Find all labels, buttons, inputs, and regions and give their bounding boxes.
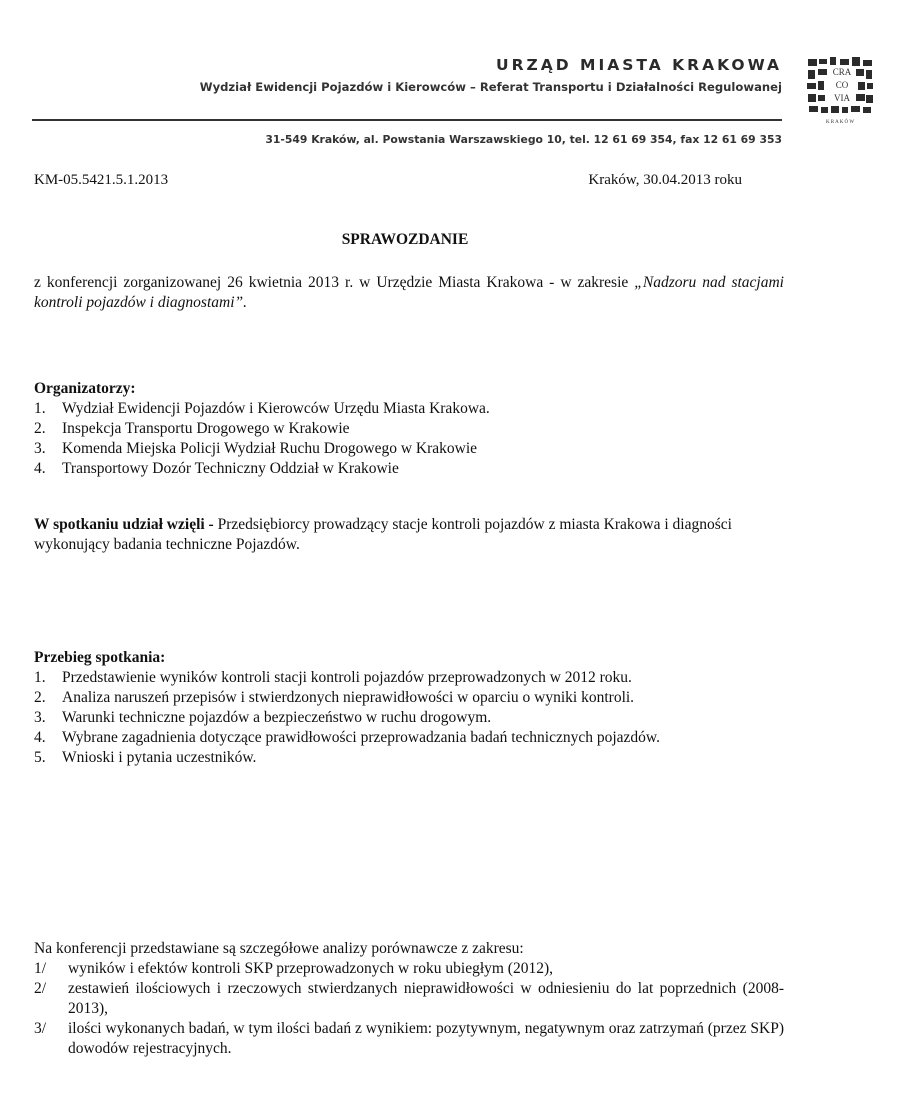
item-number: 2/ (34, 980, 47, 997)
organizers-list (34, 399, 784, 479)
item-text: Inspekcja Transportu Drogowego w Krakowie (62, 420, 350, 437)
item-number: 5. (34, 749, 46, 766)
item-number: 3. (34, 709, 46, 726)
logo-line-1: CRA (832, 67, 852, 77)
list-item (34, 459, 784, 479)
intro-paragraph (34, 273, 784, 313)
item-text: Warunki techniczne pojazdów a bezpieczeństwo w ruchu drogowym. (62, 709, 492, 726)
program-heading: Przebieg spotkania: (34, 649, 166, 666)
office-address: 31-549 Kraków, al. Powstania Warszawskiego 10, tel. 12 61 69 354, fax 12 61 69 353 (265, 133, 782, 146)
item-text: Wydział Ewidencji Pojazdów i Kierowców Urzędu Miasta Krakowa. (62, 400, 490, 417)
item-number: 1. (34, 400, 46, 417)
intro-topic: „Nadzoru nad stacjami kontroli pojazdów i diagnostami”. (34, 274, 784, 311)
item-number: 4. (34, 460, 46, 477)
item-text: Analiza naruszeń przepisów i stwierdzonych nieprawidłowości w oparciu o wyniki kontroli. (62, 689, 635, 706)
list-item (34, 668, 784, 688)
list-item (34, 1019, 784, 1059)
list-item (34, 399, 784, 419)
item-text: ilości wykonanych badań, w tym ilości badań z wynikiem: pozytywnym, negatywnym oraz zatrzymań (przez SKP) dowodów rejestracyjnych. (68, 1020, 784, 1057)
participants-lead: W spotkaniu udział wzięli - (34, 516, 214, 533)
logo-line-3: VIA (834, 93, 850, 103)
logo-subtitle: K R A K Ó W (825, 120, 855, 125)
intro-text: z konferencji zorganizowanej 26 kwietnia 2013 r. w Urzędzie Miasta Krakowa - w zakresie (34, 274, 635, 291)
department-name: Wydział Ewidencji Pojazdów i Kierowców – Referat Transportu i Działalności Regulowanej (199, 80, 782, 94)
document-date: Kraków, 30.04.2013 roku (588, 172, 742, 188)
cracovia-logo-icon (806, 55, 874, 125)
list-item (34, 959, 784, 979)
document-title: SPRAWOZDANIE (341, 231, 469, 248)
program-section (34, 648, 784, 768)
participants-paragraph (34, 515, 784, 555)
letterhead-divider (32, 119, 782, 121)
item-text: zestawień ilościowych i rzeczowych stwierdzanych nieprawidłowości w odniesieniu do lat poprzednich (2008-2013), (68, 980, 784, 1017)
office-name: URZĄD MIASTA KRAKOWA (496, 56, 782, 74)
item-text: wyników i efektów kontroli SKP przeprowadzonych w roku ubiegłym (2012), (68, 960, 554, 977)
item-number: 2. (34, 420, 46, 437)
item-text: Komenda Miejska Policji Wydział Ruchu Drogowego w Krakowie (62, 440, 478, 457)
item-number: 2. (34, 689, 46, 706)
item-number: 3/ (34, 1020, 47, 1037)
item-text: Przedstawienie wyników kontroli stacji kontroli pojazdów przeprowadzonych w 2012 roku. (62, 669, 632, 686)
conference-list (34, 959, 784, 1059)
list-item (34, 708, 784, 728)
list-item (34, 728, 784, 748)
item-text: Wybrane zagadnienia dotyczące prawidłowości przeprowadzania badań technicznych pojazdów. (62, 729, 660, 746)
program-list (34, 668, 784, 768)
item-number: 4. (34, 729, 46, 746)
list-item (34, 439, 784, 459)
item-number: 1/ (34, 960, 47, 977)
logo-line-2: CO (835, 80, 849, 90)
reference-number: KM-05.5421.5.1.2013 (34, 172, 169, 188)
participants-text: Przedsiębiorcy prowadzący stacje kontroli pojazdów z miasta Krakowa i diagności wykonujący badania techniczne Pojazdów. (34, 516, 732, 553)
item-text: Transportowy Dozór Techniczny Oddział w Krakowie (62, 460, 399, 477)
list-item (34, 748, 784, 768)
list-item (34, 688, 784, 708)
conference-intro: Na konferencji przedstawiane są szczegółowe analizy porównawcze z zakresu: (34, 940, 524, 957)
item-number: 1. (34, 669, 46, 686)
organizers-section (34, 379, 784, 479)
organizers-heading: Organizatorzy: (34, 380, 136, 397)
list-item (34, 979, 784, 1019)
list-item (34, 419, 784, 439)
item-text: Wnioski i pytania uczestników. (62, 749, 257, 766)
item-number: 3. (34, 440, 46, 457)
conference-section (34, 939, 784, 1059)
